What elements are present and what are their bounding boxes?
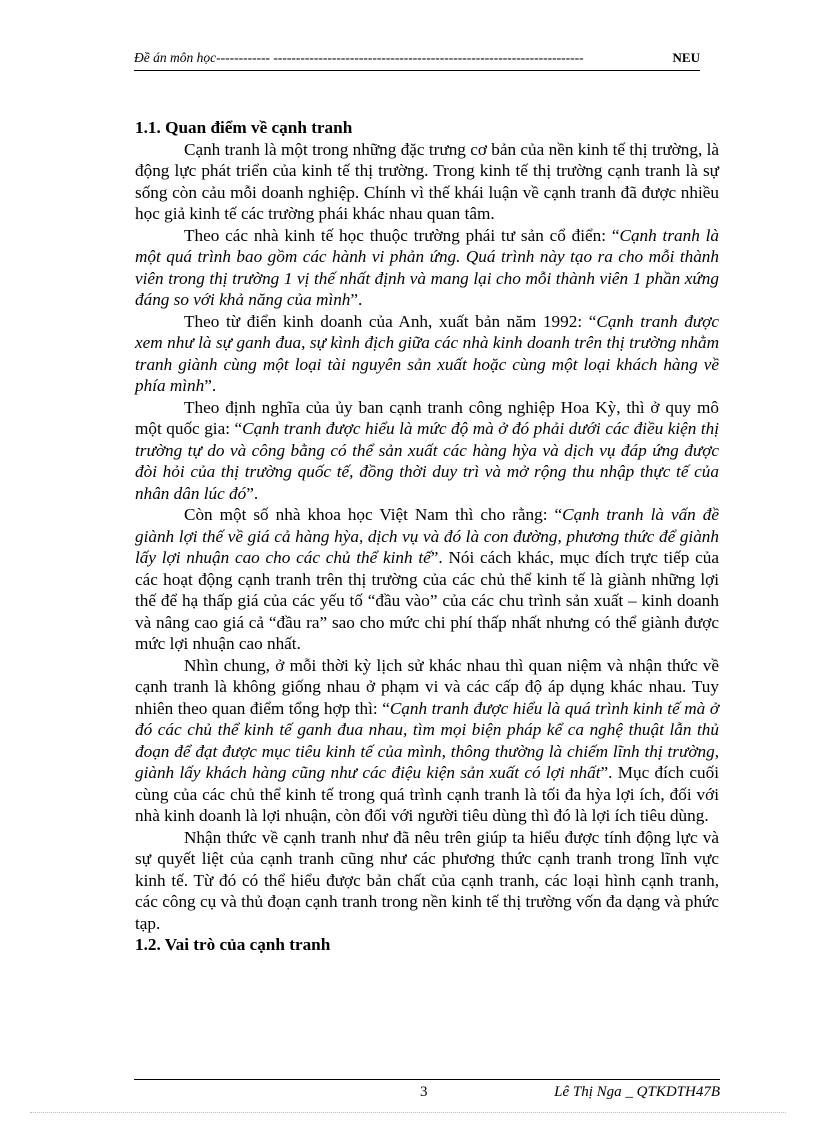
paragraph-2-quote: Cạnh tranh là một quá trình bao gồm các hành vi phản ứng. Quá trình này tạo ra cho mỗi thành viên trong thị trường 1 vị thế nhất định và mang lại cho mỗi thành viên 1 phần xứng đáng so với khả năng của mình — [135, 225, 719, 309]
paragraph-5-end: ”. Nói cách khác, mục đích trực tiếp của các hoạt động cạnh tranh trên thị trường của các chủ thể kinh tế là giành những lợi thế để hạ thấp giá của các yếu tố “đầu vào” của các chu trình sản xuất – kinh doanh và nâng cao giá cả “đầu ra” sao cho mức chi phí thấp nhất nhưng có thể giành được mức lợi nhuận cao nhất. — [135, 548, 719, 653]
paragraph-3-end: ”. — [204, 376, 217, 395]
paragraph-7: Nhận thức về cạnh tranh như đã nêu trên giúp ta hiểu được tính động lực và sự quyết liệt của cạnh tranh cũng như các phương thức cạnh tranh trong lĩnh vực kinh tế. Từ đó có thể hiểu được bản chất của cạnh tranh, các loại hình cạnh tranh, các công cụ và thủ đoạn cạnh tranh trong nền kinh tế thị trường vốn đa dạng và phức tạp. — [135, 827, 719, 933]
document-body — [135, 117, 719, 956]
paragraph-5-quote: Cạnh tranh là vấn đề giành lợi thế về giá cả hàng hỳa, dịch vụ và đó là con đường, phương thức để giành lấy lợi nhuận cao cho các chủ thể kinh tế — [135, 505, 719, 567]
paragraph-3-intro: Theo từ điển kinh doanh của Anh, xuất bản năm 1992: “ — [184, 311, 597, 331]
paragraph-1: Cạnh tranh là một trong những đặc trưng cơ bản của nền kinh tế thị trường, là động lực phát triển của kinh tế thị trường. Trong kinh tế thị trường cạnh tranh là sự sống còn cảu mỗi doanh nghiệp. Chính vì thế khái luận về cạnh tranh đã được nhiều học giả kinh tế các trường phái khác nhau quan tâm. — [135, 139, 719, 223]
paragraph-5 — [135, 504, 719, 655]
paragraph-6-intro: Nhìn chung, ở mỗi thời kỳ lịch sử khác nhau thì quan niệm và nhận thức về cạnh tranh là không giống nhau ở phạm vi và các cấp độ áp dụng khác nhau. Tuy nhiên theo quan điểm tổng hợp thì: “ — [135, 655, 719, 718]
header-divider — [134, 70, 700, 71]
paragraph-6-end: ”. Mục đích cuối cùng của các chủ thể kinh tế trong quá trình cạnh tranh là tối đa hỳa lợi ích, đối với nhà kinh doanh là lợi nhuận, còn đối với người tiêu dùng thì đó là lợi ích tiêu dùng. — [135, 763, 719, 825]
header-left — [134, 50, 584, 66]
header-org: NEU — [672, 50, 700, 65]
paragraph-4-quote: Cạnh tranh được hiểu là mức độ mà ở đó phải dưới các điều kiện thị trường tự do và công bằng có thể sản xuất các hàng hỳa và dịch vụ đáp ứng được đòi hỏi của thị trường quốc tế, đồng thời duy trì và mở rộng thu nhập thực tế của nhân dân lúc đó — [135, 419, 719, 503]
paragraph-4 — [135, 397, 719, 505]
section-heading-1-1: 1.1. Quan điểm về cạnh tranh — [135, 118, 353, 137]
footer-divider — [134, 1079, 720, 1080]
paragraph-2 — [135, 225, 719, 311]
page-header — [134, 50, 700, 70]
footer-author: Lê Thị Nga _ QTKDTH47B — [554, 1084, 720, 1100]
paragraph-6 — [135, 655, 719, 827]
header-title: Đề án môn học — [134, 50, 217, 65]
section-heading-1-2: 1.2. Vai trò của cạnh tranh — [135, 935, 331, 954]
page-bottom-border — [30, 1112, 786, 1113]
page-number: 3 — [420, 1084, 428, 1100]
paragraph-5-intro: Còn một số nhà khoa học Việt Nam thì cho rằng: “ — [184, 505, 563, 524]
paragraph-4-intro: Theo định nghĩa của ủy ban cạnh tranh công nghiệp Hoa Kỳ, thì ở quy mô một quốc gia: “ — [135, 397, 719, 438]
paragraph-2-intro: Theo các nhà kinh tế học thuộc trường phái tư sản cổ điển: “ — [184, 225, 620, 245]
paragraph-2-end: ”. — [350, 290, 363, 309]
paragraph-3 — [135, 311, 719, 397]
header-dashes: ------------ --------------------------------------------------------------------- — [216, 50, 584, 65]
paragraph-4-end: ”. — [246, 483, 259, 503]
paragraph-3-quote: Cạnh tranh được xem như là sự ganh đua, sự kình địch giữa các nhà kinh doanh trên thị trường nhằm tranh giành cùng một loại tài nguyên sản xuất hoặc cùng một loại khách hàng về phía mình — [135, 311, 719, 395]
paragraph-6-quote: Cạnh tranh được hiểu là quá trình kinh tế mà ở đó các chủ thể kinh tế ganh đua nhau, tìm mọi biện pháp kể ca nghệ thuật lẫn thủ đoạn để đạt được mục tiêu kinh tế của mình, thông thường là chiếm lĩnh thị trường, giành lấy khách hàng cũng như các điệu kiện sản xuất có lợi nhất — [135, 698, 719, 782]
